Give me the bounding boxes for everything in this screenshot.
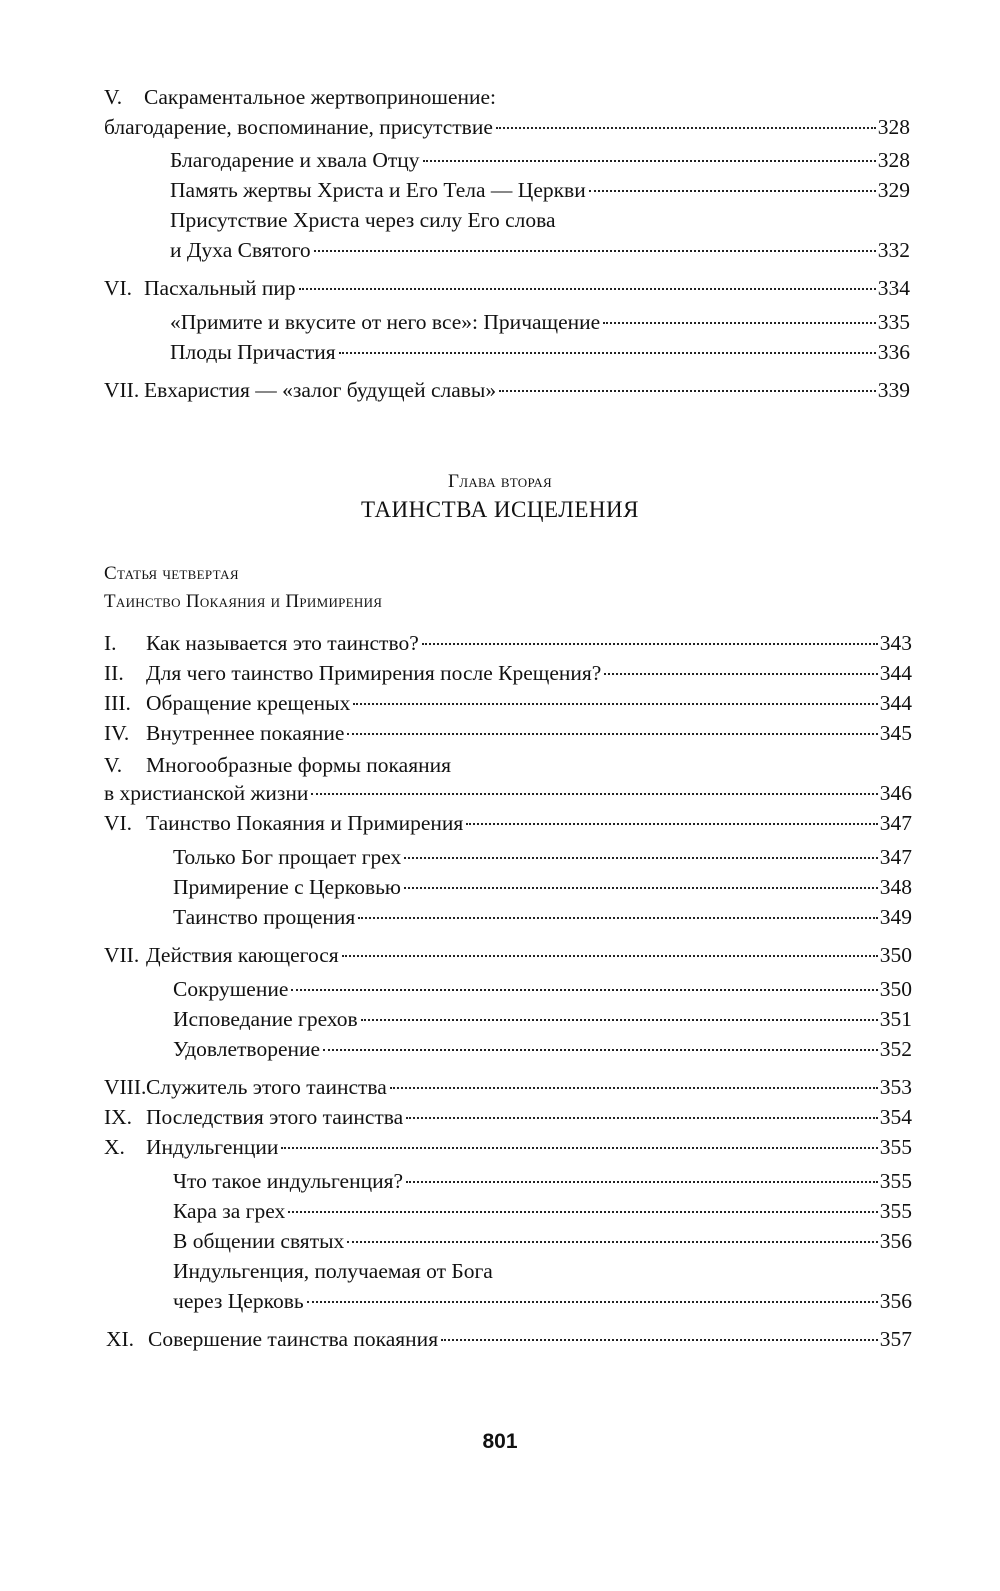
dot-leader	[406, 1117, 878, 1119]
toc-row	[104, 658, 912, 688]
dot-leader	[390, 1087, 878, 1089]
dot-leader	[358, 917, 878, 919]
page-ref: 350	[879, 977, 912, 1001]
chapter-label: Глава вторая	[447, 471, 553, 492]
toc-row	[104, 82, 496, 112]
page-ref: 355	[879, 1135, 912, 1159]
dot-leader	[441, 1339, 878, 1341]
page-ref: 328	[877, 148, 910, 172]
entry-title: В общении святых	[173, 1229, 345, 1253]
dot-leader	[589, 190, 876, 192]
page-ref: 354	[879, 1105, 912, 1129]
dot-leader	[603, 322, 876, 324]
dot-leader	[342, 955, 878, 957]
roman-numeral: VI.	[104, 811, 133, 835]
page-ref: 352	[879, 1037, 912, 1061]
page-ref: 329	[877, 178, 910, 202]
chapter-title: ТАИНСТВА ИСЦЕЛЕНИЯ	[361, 497, 639, 522]
toc-row	[104, 1102, 912, 1132]
roman-numeral: VIII.	[104, 1075, 147, 1099]
entry-title: «Примите и вкусите от него все»: Причащение	[170, 310, 601, 334]
entry-title: Что такое индульгенция?	[173, 1169, 404, 1193]
dot-leader	[423, 160, 876, 162]
entry-title: Индульгенция, получаемая от Бога	[173, 1259, 493, 1283]
entry-title: Как называется это таинство?	[146, 631, 419, 655]
entry-title: Память жертвы Христа и Его Тела — Церкви	[170, 178, 586, 202]
dot-leader	[422, 643, 878, 645]
toc-row	[173, 872, 912, 902]
dot-leader	[311, 793, 877, 795]
entry-title: Таинство Покаяния и Примирения	[146, 811, 464, 835]
entry-title: Совершение таинства покаяния	[148, 1327, 439, 1351]
dot-leader	[353, 703, 877, 705]
dot-leader	[291, 989, 877, 991]
page-ref: 344	[879, 691, 912, 715]
page-ref: 349	[879, 905, 912, 929]
dot-leader	[404, 857, 877, 859]
page-ref: 357	[879, 1327, 912, 1351]
dot-leader	[466, 823, 877, 825]
page-ref: 356	[879, 1289, 912, 1313]
toc-row	[173, 1286, 912, 1316]
entry-title: Плоды Причастия	[170, 340, 336, 364]
page-ref: 336	[877, 340, 910, 364]
entry-title: Действия кающегося	[146, 943, 339, 967]
roman-numeral: VII.	[104, 943, 140, 967]
entry-title: Таинство прощения	[173, 905, 356, 929]
toc-row	[104, 778, 912, 808]
toc-row	[104, 1132, 912, 1162]
toc-row	[173, 1034, 912, 1064]
toc-row	[104, 1072, 912, 1102]
roman-numeral: X.	[104, 1135, 125, 1159]
dot-leader	[347, 733, 877, 735]
entry-title: Примирение с Церковью	[173, 875, 401, 899]
roman-numeral: V.	[104, 753, 123, 777]
toc-row	[104, 688, 912, 718]
dot-leader	[499, 390, 876, 392]
dot-leader	[314, 250, 876, 252]
page-ref: 355	[879, 1199, 912, 1223]
entry-title: Индульгенции	[146, 1135, 279, 1159]
entry-title: Исповедание грехов	[173, 1007, 358, 1031]
page-ref: 339	[877, 378, 910, 402]
entry-title: и Духа Святого	[170, 238, 311, 262]
toc-row	[173, 1226, 912, 1256]
page-ref: 345	[879, 721, 912, 745]
page-ref: 343	[879, 631, 912, 655]
roman-numeral: VII.	[104, 378, 140, 402]
toc-row	[170, 205, 556, 235]
page-ref: 334	[877, 276, 910, 300]
toc-row	[104, 808, 912, 838]
toc-row	[104, 718, 912, 748]
roman-numeral: XI.	[106, 1327, 135, 1351]
toc-row	[173, 1166, 912, 1196]
entry-title: Только Бог прощает грех	[173, 845, 402, 869]
entry-title: Благодарение и хвала Отцу	[170, 148, 420, 172]
entry-title: Многообразные формы покаяния	[146, 753, 451, 777]
toc-row	[170, 235, 910, 265]
dot-leader	[604, 673, 877, 675]
dot-leader	[347, 1241, 877, 1243]
page-ref: 350	[879, 943, 912, 967]
page-ref: 347	[879, 811, 912, 835]
entry-title: Для чего таинство Примирения после Крещения?	[146, 661, 602, 685]
page-ref: 347	[879, 845, 912, 869]
roman-numeral: III.	[104, 691, 131, 715]
page-ref: 353	[879, 1075, 912, 1099]
entry-title: Кара за грех	[173, 1199, 286, 1223]
toc-row	[170, 337, 910, 367]
dot-leader	[404, 887, 878, 889]
dot-leader	[288, 1211, 877, 1213]
dot-leader	[406, 1181, 878, 1183]
entry-title: Последствия этого таинства	[146, 1105, 404, 1129]
entry-title: Обращение крещеных	[146, 691, 351, 715]
roman-numeral: VI.	[104, 276, 133, 300]
entry-title: Сокрушение	[173, 977, 289, 1001]
dot-leader	[281, 1147, 877, 1149]
page-ref: 328	[877, 115, 910, 139]
entry-title: Внутреннее покаяние	[146, 721, 345, 745]
entry-title: в христианской жизни	[104, 781, 309, 805]
entry-title: Присутствие Христа через силу Его слова	[170, 208, 556, 232]
page-ref: 348	[879, 875, 912, 899]
toc-row	[170, 145, 910, 175]
toc-row	[173, 902, 912, 932]
toc-row	[104, 628, 912, 658]
toc-row	[173, 974, 912, 1004]
dot-leader	[307, 1301, 878, 1303]
toc-row	[173, 842, 912, 872]
toc-row	[104, 273, 910, 303]
toc-row	[104, 940, 912, 970]
roman-numeral: I.	[104, 631, 117, 655]
roman-numeral: V.	[104, 85, 123, 109]
dot-leader	[361, 1019, 878, 1021]
dot-leader	[323, 1049, 878, 1051]
toc-row	[106, 1324, 912, 1354]
toc-row	[170, 175, 910, 205]
entry-title: Удовлетворение	[173, 1037, 321, 1061]
roman-numeral: IV.	[104, 721, 130, 745]
toc-row	[104, 112, 910, 142]
entry-title: благодарение, воспоминание, присутствие	[104, 115, 493, 139]
toc-row	[173, 1256, 493, 1286]
page-ref: 346	[879, 781, 912, 805]
entry-title: Сакраментальное жертвоприношение:	[144, 85, 497, 109]
entry-title: Пасхальный пир	[144, 276, 296, 300]
page-ref: 356	[879, 1229, 912, 1253]
dot-leader	[496, 127, 876, 129]
page-ref: 351	[879, 1007, 912, 1031]
page-ref: 332	[877, 238, 910, 262]
toc-row	[104, 750, 451, 780]
toc-row	[173, 1004, 912, 1034]
article-title: Таинство Покаяния и Примирения	[104, 591, 383, 612]
page-ref: 335	[877, 310, 910, 334]
roman-numeral: IX.	[104, 1105, 133, 1129]
toc-row	[173, 1196, 912, 1226]
entry-title: Евхаристия — «залог будущей славы»	[144, 378, 497, 402]
page-number: 801	[482, 1430, 518, 1453]
toc-row	[104, 375, 910, 405]
page-ref: 344	[879, 661, 912, 685]
dot-leader	[299, 288, 876, 290]
toc-row	[170, 307, 910, 337]
article-label: Статья четвертая	[104, 563, 239, 584]
page-ref: 355	[879, 1169, 912, 1193]
entry-title: через Церковь	[173, 1289, 304, 1313]
dot-leader	[339, 352, 876, 354]
roman-numeral: II.	[104, 661, 124, 685]
entry-title: Служитель этого таинства	[146, 1075, 387, 1099]
